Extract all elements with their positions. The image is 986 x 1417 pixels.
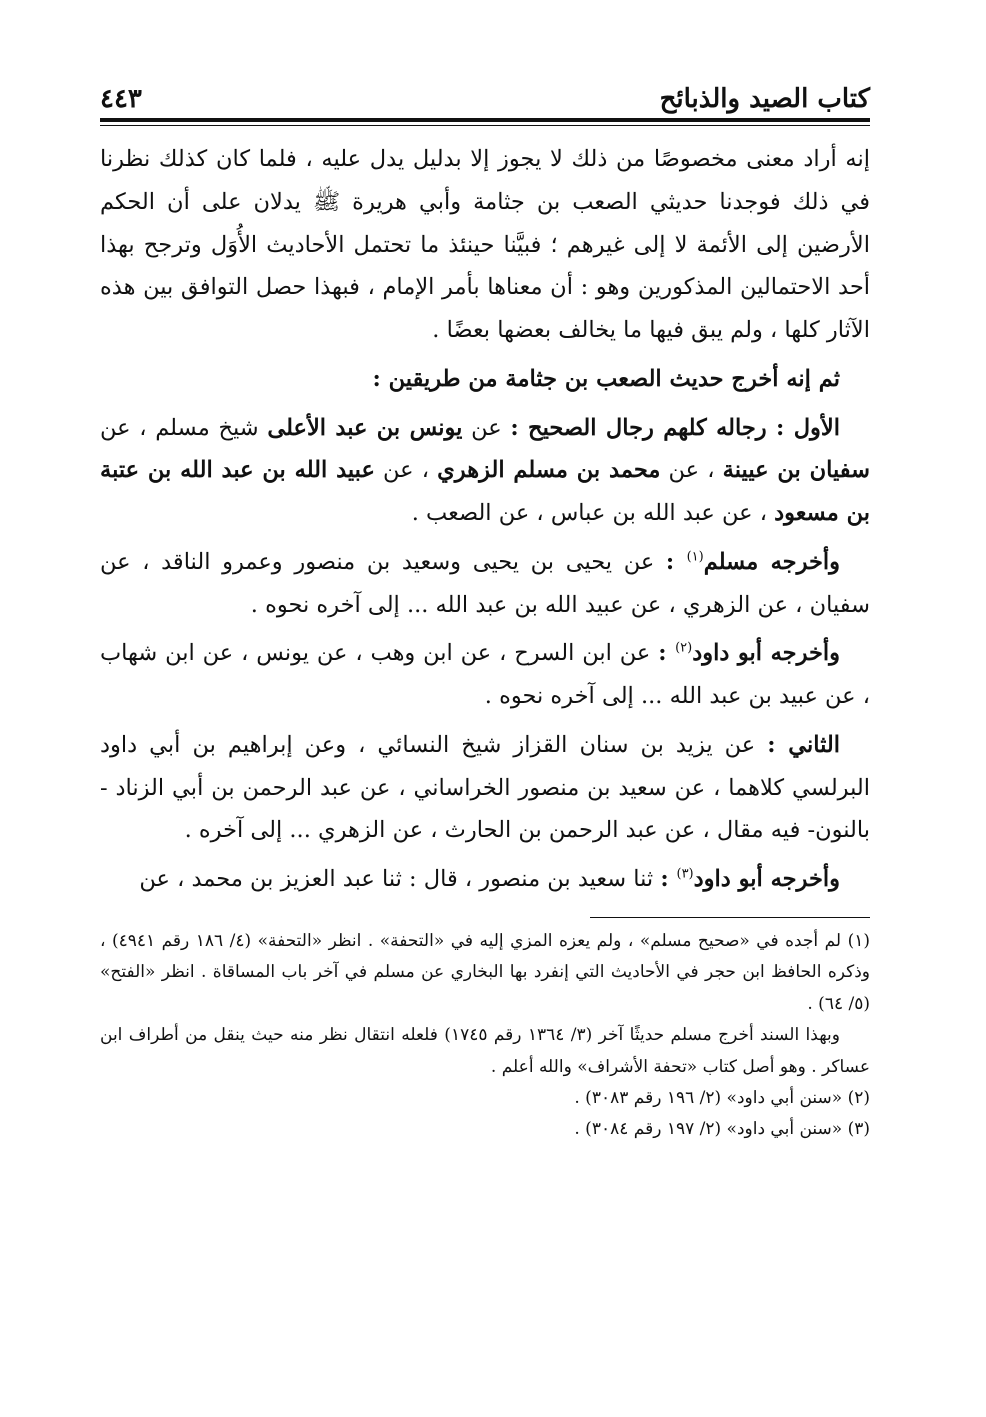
footnote-1-continued: وبهذا السند أخرج مسلم حديثًا آخر (٣/ ١٣٦٤ رقم ١٧٤٥) فلعله انتقال نظر منه حيث ينقل من أطراف ابن عساكر . وهو أصل كتاب «تحفة الأشراف» والله أعلم . bbox=[100, 1025, 870, 1077]
paragraph-lead: وأخرجه أبو داود bbox=[692, 640, 841, 667]
footnote-2: (٢) «سنن أبي داود» (٢/ ١٩٦ رقم ٣٠٨٣) . bbox=[574, 1087, 870, 1108]
footnote-ref[interactable]: (٢) bbox=[675, 640, 693, 656]
paragraph bbox=[100, 858, 870, 901]
text-run: عن يحيى بن يحيى وسعيد بن منصور وعمرو الناقد ، عن سفيان ، عن الزهري ، عن عبيد الله بن عبد الله ... إلى آخره نحوه . bbox=[100, 548, 870, 618]
text-run: عن يزيد بن سنان القزاز شيخ النسائي ، وعن إبراهيم بن أبي داود البرلسي كلاهما ، عن سعيد بن منصور الخراساني ، عن عبد الرحمن بن أبي الزناد - بالنون- فيه مقال ، عن عبد الرحمن بن الحارث ، عن الزهري ... إلى آخره . bbox=[100, 731, 870, 844]
narrator-name: يونس بن عبد الأعلى bbox=[267, 414, 463, 441]
text-run: ، عن bbox=[374, 457, 438, 484]
footnote-separator bbox=[590, 917, 870, 918]
colon: : bbox=[665, 548, 687, 575]
book-title: كتاب الصيد والذبائح bbox=[659, 84, 870, 114]
narrator-name: سفيان بن عيينة bbox=[722, 457, 870, 484]
paragraph bbox=[100, 632, 870, 718]
paragraph bbox=[100, 407, 870, 535]
text-run: ، عن bbox=[660, 457, 723, 484]
paragraph-lead: وأخرجه أبو داود bbox=[693, 866, 840, 892]
narrator-name: محمد بن مسلم الزهري bbox=[437, 457, 661, 484]
narrator-name: عبيد الله بن عبد الله بن عتبة بن مسعود bbox=[100, 457, 870, 526]
paragraph: إنه أراد معنى مخصوصًا من ذلك لا يجوز إلا بدليل يدل عليه ، فلما كان كذلك نظرنا في ذلك فوجدنا حديثي الصعب بن جثامة وأبي هريرة ﷺ يدلان على أن الحكم الأرضين إلى الأئمة لا إلى غيرهم ؛ فبيَّنا حينئذ ما تحتمل الأحاديث الأُوَل وترجح بهذا أحد الاحتمالين المذكورين وهو : أن معناها بأمر الإمام ، فبهذا حصل التوافق بين هذه الآثار كلها ، ولم يبق فيها ما يخالف بعضها بعضًا . bbox=[100, 146, 870, 343]
footnote-ref[interactable]: (١) bbox=[686, 549, 704, 565]
paragraph-lead: الأول : رجاله كلهم رجال الصحيح : bbox=[510, 414, 841, 441]
footnote-ref[interactable]: (٣) bbox=[676, 866, 694, 882]
text-run: ثنا سعيد بن منصور ، قال : ثنا عبد العزيز بن محمد ، عن bbox=[139, 866, 661, 892]
text-run: شيخ مسلم ، عن bbox=[100, 414, 268, 441]
footnote-3: (٣) «سنن أبي داود» (٢/ ١٩٧ رقم ٣٠٨٤) . bbox=[574, 1119, 870, 1140]
main-text bbox=[100, 138, 870, 901]
footnotes bbox=[100, 926, 870, 1146]
page-number: ٤٤٣ bbox=[100, 84, 142, 114]
paragraph-lead: وأخرجه مسلم bbox=[703, 548, 841, 575]
header-rule-thick bbox=[100, 118, 870, 122]
colon: : bbox=[658, 640, 676, 667]
footnote-1: (١) لم أجده في «صحيح مسلم» ، ولم يعزه المزي إليه في «التحفة» . انظر «التحفة» (٤/ ١٨٦ رقم ٤٩٤١) ، وذكره الحافظ ابن حجر في الأحاديث التي إنفرد بها البخاري عن مسلم في آخر باب المساقاة . انظر «الفتح» (٥/ ٦٤) . bbox=[100, 930, 870, 1014]
paragraph-lead: الثاني : bbox=[767, 731, 840, 758]
paragraph bbox=[100, 541, 870, 627]
section-heading: ثم إنه أخرج حديث الصعب بن جثامة من طريقين : bbox=[372, 365, 840, 392]
paragraph bbox=[100, 724, 870, 852]
running-header bbox=[100, 70, 870, 114]
book-page bbox=[100, 70, 870, 1370]
text-run: ، عن عبد الله بن عباس ، عن الصعب . bbox=[411, 500, 775, 526]
text-run: عن ابن السرح ، عن ابن وهب ، عن يونس ، عن ابن شهاب ، عن عبيد بن عبد الله ... إلى آخره نحوه . bbox=[100, 640, 870, 709]
text-run: عن bbox=[462, 414, 511, 441]
header-rule-thin bbox=[100, 125, 870, 126]
colon: : bbox=[660, 866, 677, 892]
